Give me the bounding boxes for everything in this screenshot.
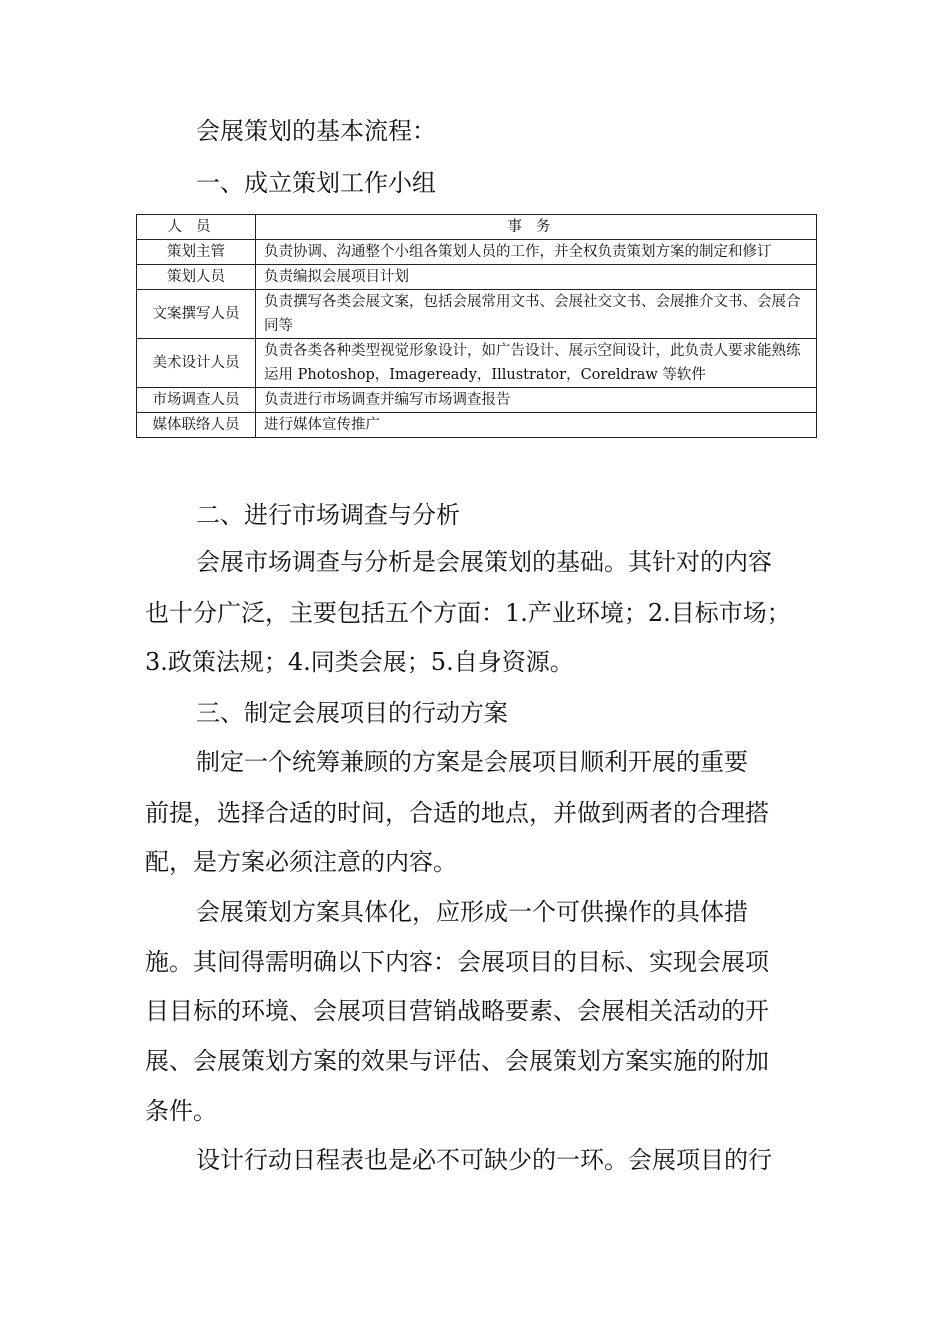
intro-heading: 会展策划的基本流程： — [196, 117, 436, 145]
body-line: 3.政策法规；4.同类会展；5.自身资源。 — [145, 648, 574, 676]
role-cell: 策划主管 — [137, 240, 256, 265]
header-duties: 事务 — [256, 215, 817, 240]
duty-cell: 进行媒体宣传推广 — [256, 413, 817, 438]
body-line: 前提，选择合适的时间，合适的地点，并做到两者的合理搭 — [145, 799, 769, 827]
body-line: 也十分广泛，主要包括五个方面：1.产业环境；2.目标市场； — [145, 599, 791, 627]
duty-cell: 负责撰写各类会展文案，包括会展常用文书、会展社交文书、会展推介文书、会展合同等 — [256, 290, 817, 339]
body-line: 展、会展策划方案的效果与评估、会展策划方案实施的附加 — [145, 1047, 769, 1075]
section-1-heading: 一、成立策划工作小组 — [196, 169, 436, 197]
table-header-row — [137, 215, 817, 240]
section-2-heading: 二、进行市场调查与分析 — [196, 501, 460, 529]
header-personnel: 人员 — [137, 215, 256, 240]
body-line: 目目标的环境、会展项目营销战略要素、会展相关活动的开 — [145, 997, 769, 1025]
table-row — [137, 413, 817, 438]
section-3-heading: 三、制定会展项目的行动方案 — [196, 699, 508, 727]
role-cell: 美术设计人员 — [137, 339, 256, 388]
table-row — [137, 240, 817, 265]
table-row — [137, 339, 817, 388]
body-line: 施。其间得需明确以下内容：会展项目的目标、实现会展项 — [145, 948, 769, 976]
body-line: 设计行动日程表也是必不可缺少的一环。会展项目的行 — [196, 1146, 772, 1174]
role-cell: 市场调查人员 — [137, 388, 256, 413]
role-cell: 文案撰写人员 — [137, 290, 256, 339]
duty-cell: 负责各类各种类型视觉形象设计，如广告设计、展示空间设计，此负责人要求能熟练运用 Photoshop，Imageready，Illustrator，Coreldraw 等软件 — [256, 339, 817, 388]
table-row — [137, 290, 817, 339]
duty-cell: 负责进行市场调查并编写市场调查报告 — [256, 388, 817, 413]
table-row — [137, 265, 817, 290]
body-line: 条件。 — [145, 1097, 217, 1125]
role-cell: 策划人员 — [137, 265, 256, 290]
body-line: 会展策划方案具体化，应形成一个可供操作的具体措 — [196, 898, 748, 926]
table-row — [137, 388, 817, 413]
body-line: 制定一个统筹兼顾的方案是会展项目顺利开展的重要 — [196, 748, 748, 776]
body-line: 配，是方案必须注意的内容。 — [145, 848, 457, 876]
body-line: 会展市场调查与分析是会展策划的基础。其针对的内容 — [196, 548, 772, 576]
duty-cell: 负责编拟会展项目计划 — [256, 265, 817, 290]
role-cell: 媒体联络人员 — [137, 413, 256, 438]
duty-cell: 负责协调、沟通整个小组各策划人员的工作，并全权负责策划方案的制定和修订 — [256, 240, 817, 265]
staff-table — [136, 214, 817, 438]
